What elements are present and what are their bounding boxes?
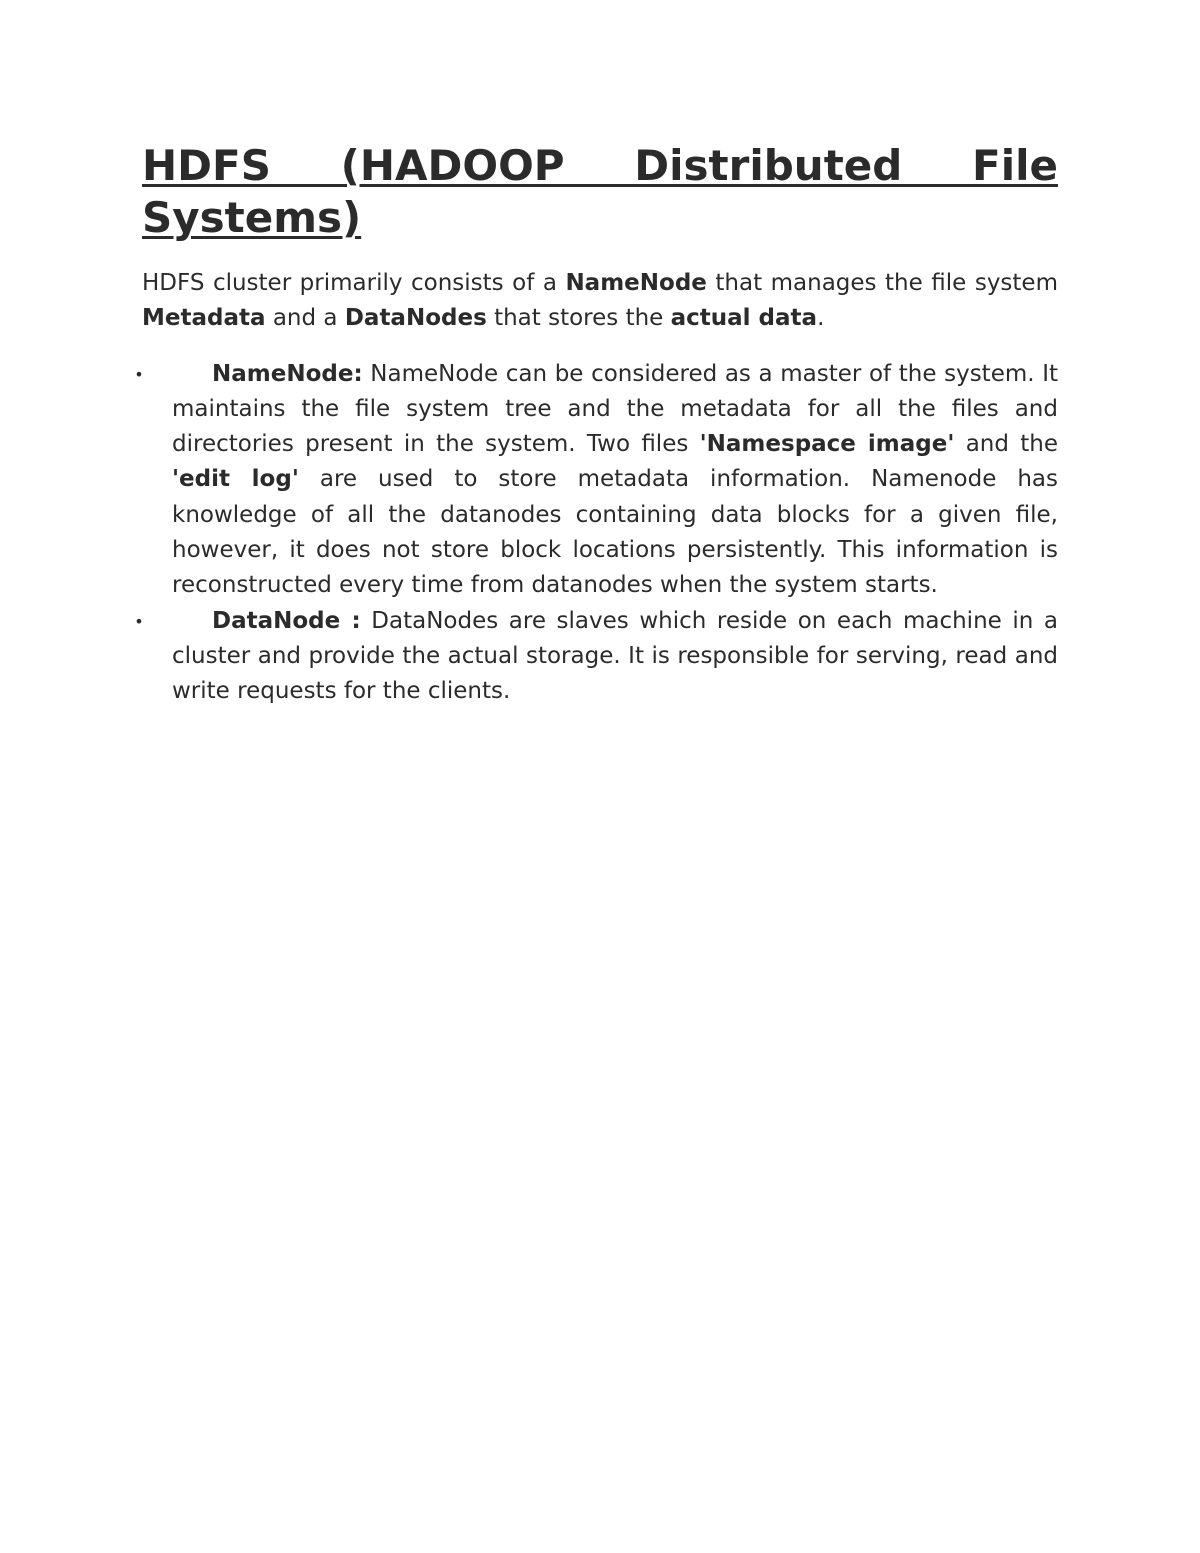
document-title: HDFS (HADOOP Distributed File Systems)	[142, 141, 1058, 242]
datanode-text-1: DataNodes are slaves which reside on each machine in a cluster and provide the actual storage. It is responsible for serving, read and write requests for the clients.	[172, 607, 1059, 705]
list-item-datanode	[134, 604, 1059, 710]
namenode-text-2: and the	[954, 431, 1059, 458]
term-edit-log: 'edit log'	[172, 466, 299, 493]
intro-paragraph	[142, 266, 1058, 337]
list-item-namenode	[134, 357, 1059, 604]
document-page	[134, 140, 1059, 710]
term-datanode: DataNode :	[212, 607, 361, 634]
intro-bold-datanodes: DataNodes	[344, 305, 487, 332]
intro-text-4: that stores the	[486, 305, 671, 332]
intro-text-5: .	[817, 305, 825, 332]
bullet-list	[134, 357, 1059, 710]
intro-text-3: and a	[265, 305, 345, 332]
term-namenode: NameNode:	[212, 360, 363, 387]
namenode-text-1: NameNode can be considered as a master of the system. It maintains the file system tree and the metadata for all the files and directories present in the system. Two files	[172, 360, 1058, 458]
bullet-icon: •	[134, 364, 144, 384]
intro-text-2: that manages the file system	[706, 270, 1058, 296]
bullet-icon: •	[134, 611, 144, 631]
namenode-text-3: are used to store metadata information. Namenode has knowledge of all the datanodes containing data blocks for a given file, however, it does not store block locations persistently. This information is reconstructed every time from datanodes when the system starts.	[172, 466, 1058, 599]
intro-bold-metadata: Metadata	[142, 305, 266, 332]
intro-bold-namenode: NameNode	[565, 270, 707, 296]
intro-text-1: HDFS cluster primarily consists of a	[142, 270, 566, 296]
term-namespace-image: 'Namespace image'	[699, 431, 955, 458]
intro-bold-actual-data: actual data	[670, 305, 818, 332]
